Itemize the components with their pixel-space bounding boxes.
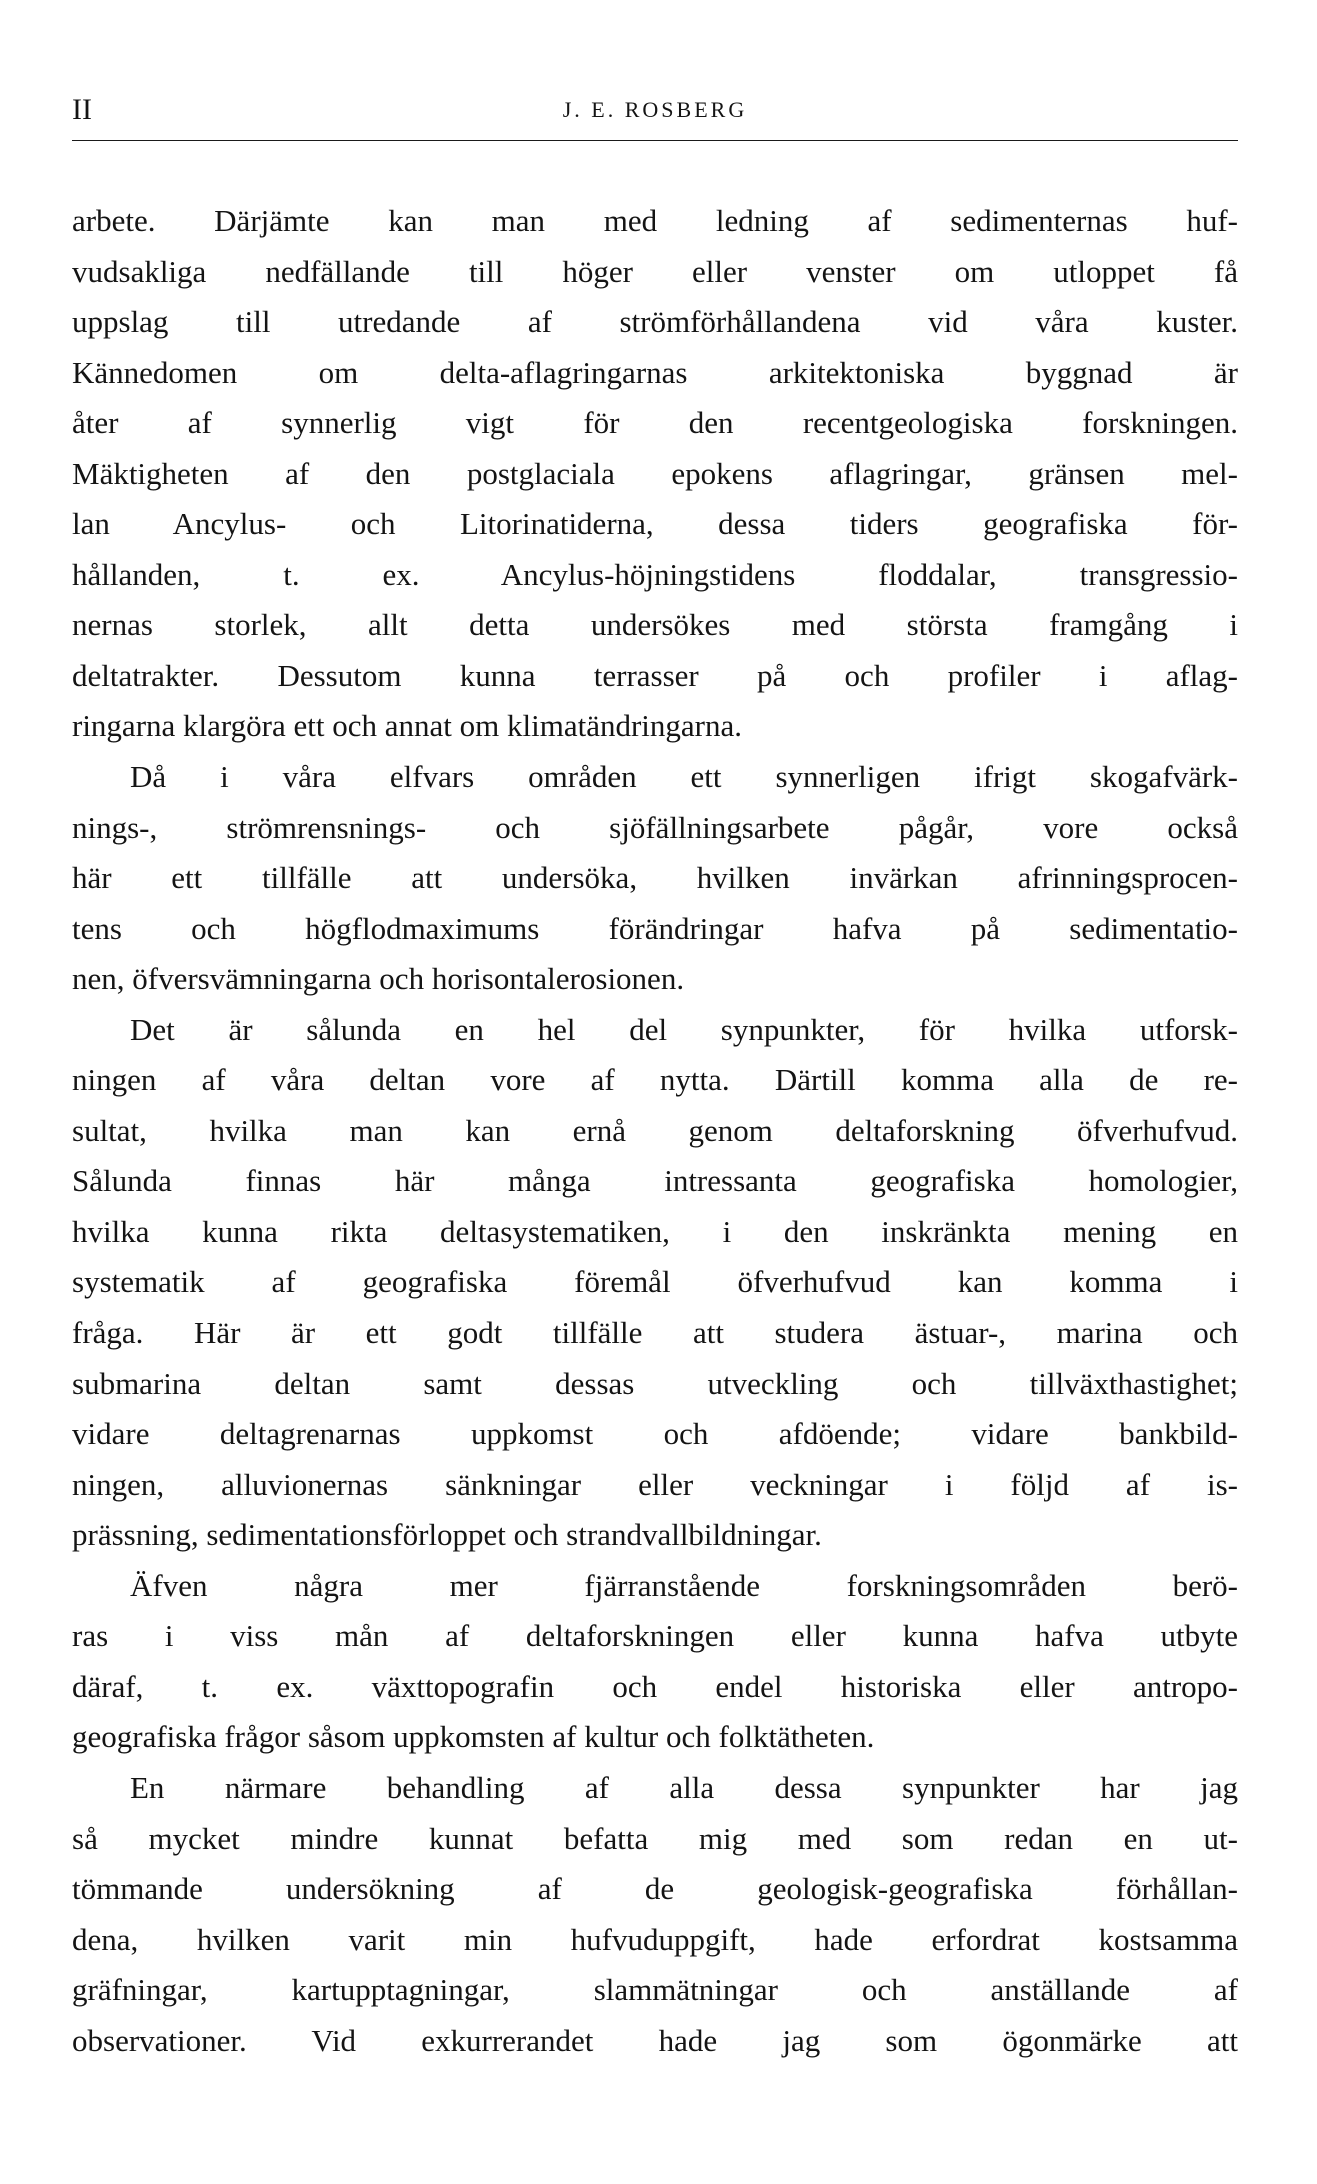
body-text	[72, 196, 1238, 2066]
text-line: Äfven några mer fjärranstående forskningsområden berö-	[130, 1567, 1238, 1603]
text-line: observationer. Vid exkurrerandet hade jag som ögonmärke att	[72, 2022, 1238, 2058]
text-line: ningen, alluvionernas sänkningar eller veckningar i följd af is-	[72, 1466, 1238, 1502]
text-line: En närmare behandling af alla dessa synpunkter har jag	[130, 1769, 1238, 1805]
text-line: ras i viss mån af deltaforskningen eller kunna hafva utbyte	[72, 1618, 1238, 1654]
text-line: nernas storlek, allt detta undersökes med största framgång i	[72, 607, 1238, 643]
text-line: dena, hvilken varit min hufvuduppgift, hade erfordrat kostsamma	[72, 1921, 1238, 1957]
text-line: uppslag till utredande af strömförhållandena vid våra kuster.	[72, 304, 1238, 340]
text-line: deltatrakter. Dessutom kunna terrasser på och profiler i aflag-	[72, 657, 1238, 693]
text-line: tömmande undersökning af de geologisk-geografiska förhållan-	[72, 1871, 1238, 1907]
page-number: II	[72, 93, 92, 126]
text-line: nings-, strömrensnings- och sjöfällningsarbete pågår, vore också	[72, 809, 1238, 845]
text-line: lan Ancylus- och Litorinatiderna, dessa tiders geografiska för-	[72, 506, 1238, 542]
text-line: sultat, hvilka man kan ernå genom deltaforskning öfverhufvud.	[72, 1112, 1238, 1148]
text-line: Kännedomen om delta-aflagringarnas arkitektoniska byggnad är	[72, 354, 1238, 390]
text-line: arbete. Därjämte kan man med ledning af sedimenternas huf-	[72, 203, 1238, 238]
text-line: Sålunda finnas här många intressanta geografiska homologier,	[72, 1163, 1238, 1199]
text-line: här ett tillfälle att undersöka, hvilken invärkan afrinningsprocen-	[72, 860, 1238, 896]
running-title: J. E. ROSBERG	[562, 97, 748, 122]
text-line: systematik af geografiska föremål öfverhufvud kan komma i	[72, 1264, 1238, 1300]
text-line: Mäktigheten af den postglaciala epokens aflagringar, gränsen mel-	[72, 455, 1238, 491]
text-line: tens och högflodmaximums förändringar hafva på sedimentatio-	[72, 910, 1238, 946]
text-line: ningen af våra deltan vore af nytta. Därtill komma alla de re-	[72, 1062, 1238, 1098]
text-line: ringarna klargöra ett och annat om klimatändringarna.	[72, 708, 742, 744]
text-line: så mycket mindre kunnat befatta mig med som redan en ut-	[72, 1820, 1238, 1856]
text-line: gräfningar, kartupptagningar, slammätningar och anställande af	[72, 1972, 1238, 2008]
text-line: hvilka kunna rikta deltasystematiken, i den inskränkta mening en	[72, 1213, 1238, 1249]
text-line: nen, öfversvämningarna och horisontalerosionen.	[72, 961, 685, 997]
text-line: geografiska frågor såsom uppkomsten af kultur och folktätheten.	[72, 1719, 875, 1755]
text-line: fråga. Här är ett godt tillfälle att studera ästuar-, marina och	[72, 1315, 1238, 1351]
text-line: submarina deltan samt dessas utveckling och tillväxthastighet;	[72, 1365, 1238, 1401]
text-line: däraf, t. ex. växttopografin och endel historiska eller antropo-	[72, 1668, 1238, 1704]
text-line: Det är sålunda en hel del synpunkter, för hvilka utforsk-	[130, 1011, 1238, 1047]
running-header	[72, 92, 1238, 128]
text-line: hållanden, t. ex. Ancylus-höjningstidens floddalar, transgressio-	[72, 556, 1238, 592]
text-line: åter af synnerlig vigt för den recentgeologiska forskningen.	[72, 405, 1238, 441]
text-line: Då i våra elfvars områden ett synnerligen ifrigt skogafvärk-	[130, 759, 1238, 795]
text-line: prässning, sedimentationsförloppet och strandvallbildningar.	[72, 1517, 822, 1553]
header-rule	[72, 140, 1238, 141]
text-line: vidare deltagrenarnas uppkomst och afdöende; vidare bankbild-	[72, 1416, 1238, 1452]
text-line: vudsakliga nedfällande till höger eller venster om utloppet få	[72, 253, 1238, 289]
